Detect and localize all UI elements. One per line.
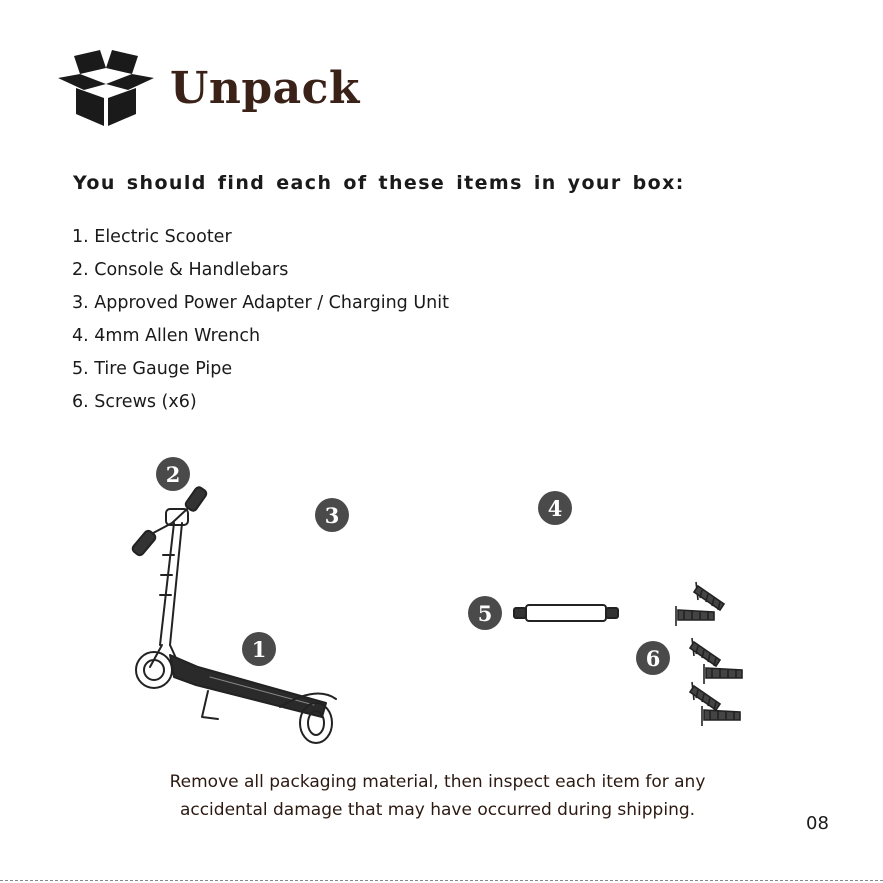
page-number: 08 (806, 813, 829, 834)
inspection-note-line-2: accidental damage that may have occurred during shipping. (179, 800, 696, 820)
badge-3: 3 (315, 498, 349, 532)
page-header (56, 50, 360, 126)
list-item: 2. Console & Handlebars (72, 260, 289, 280)
contents-list (72, 225, 449, 423)
scooter-illustration (130, 485, 360, 750)
open-box-icon (56, 50, 156, 126)
badge-1: 1 (242, 632, 276, 666)
badge-6: 6 (636, 641, 670, 675)
box-contents-heading: You should find each of these items in your box: (73, 172, 685, 194)
tire-gauge-pipe-illustration (512, 600, 622, 626)
inspection-note-line-1: Remove all packaging material, then inspect each item for any (169, 772, 706, 792)
list-item: 3. Approved Power Adapter / Charging Unit (72, 293, 449, 313)
badge-2: 2 (156, 457, 190, 491)
list-item: 5. Tire Gauge Pipe (72, 359, 233, 379)
screws-illustration (660, 570, 760, 740)
list-item: 6. Screws (x6) (72, 392, 197, 412)
list-item: 4. 4mm Allen Wrench (72, 326, 261, 346)
page-title: Unpack (170, 62, 360, 114)
inspection-note (0, 768, 875, 824)
badge-4: 4 (538, 491, 572, 525)
page-bottom-rule (0, 880, 883, 881)
badge-5: 5 (468, 596, 502, 630)
list-item: 1. Electric Scooter (72, 227, 232, 247)
